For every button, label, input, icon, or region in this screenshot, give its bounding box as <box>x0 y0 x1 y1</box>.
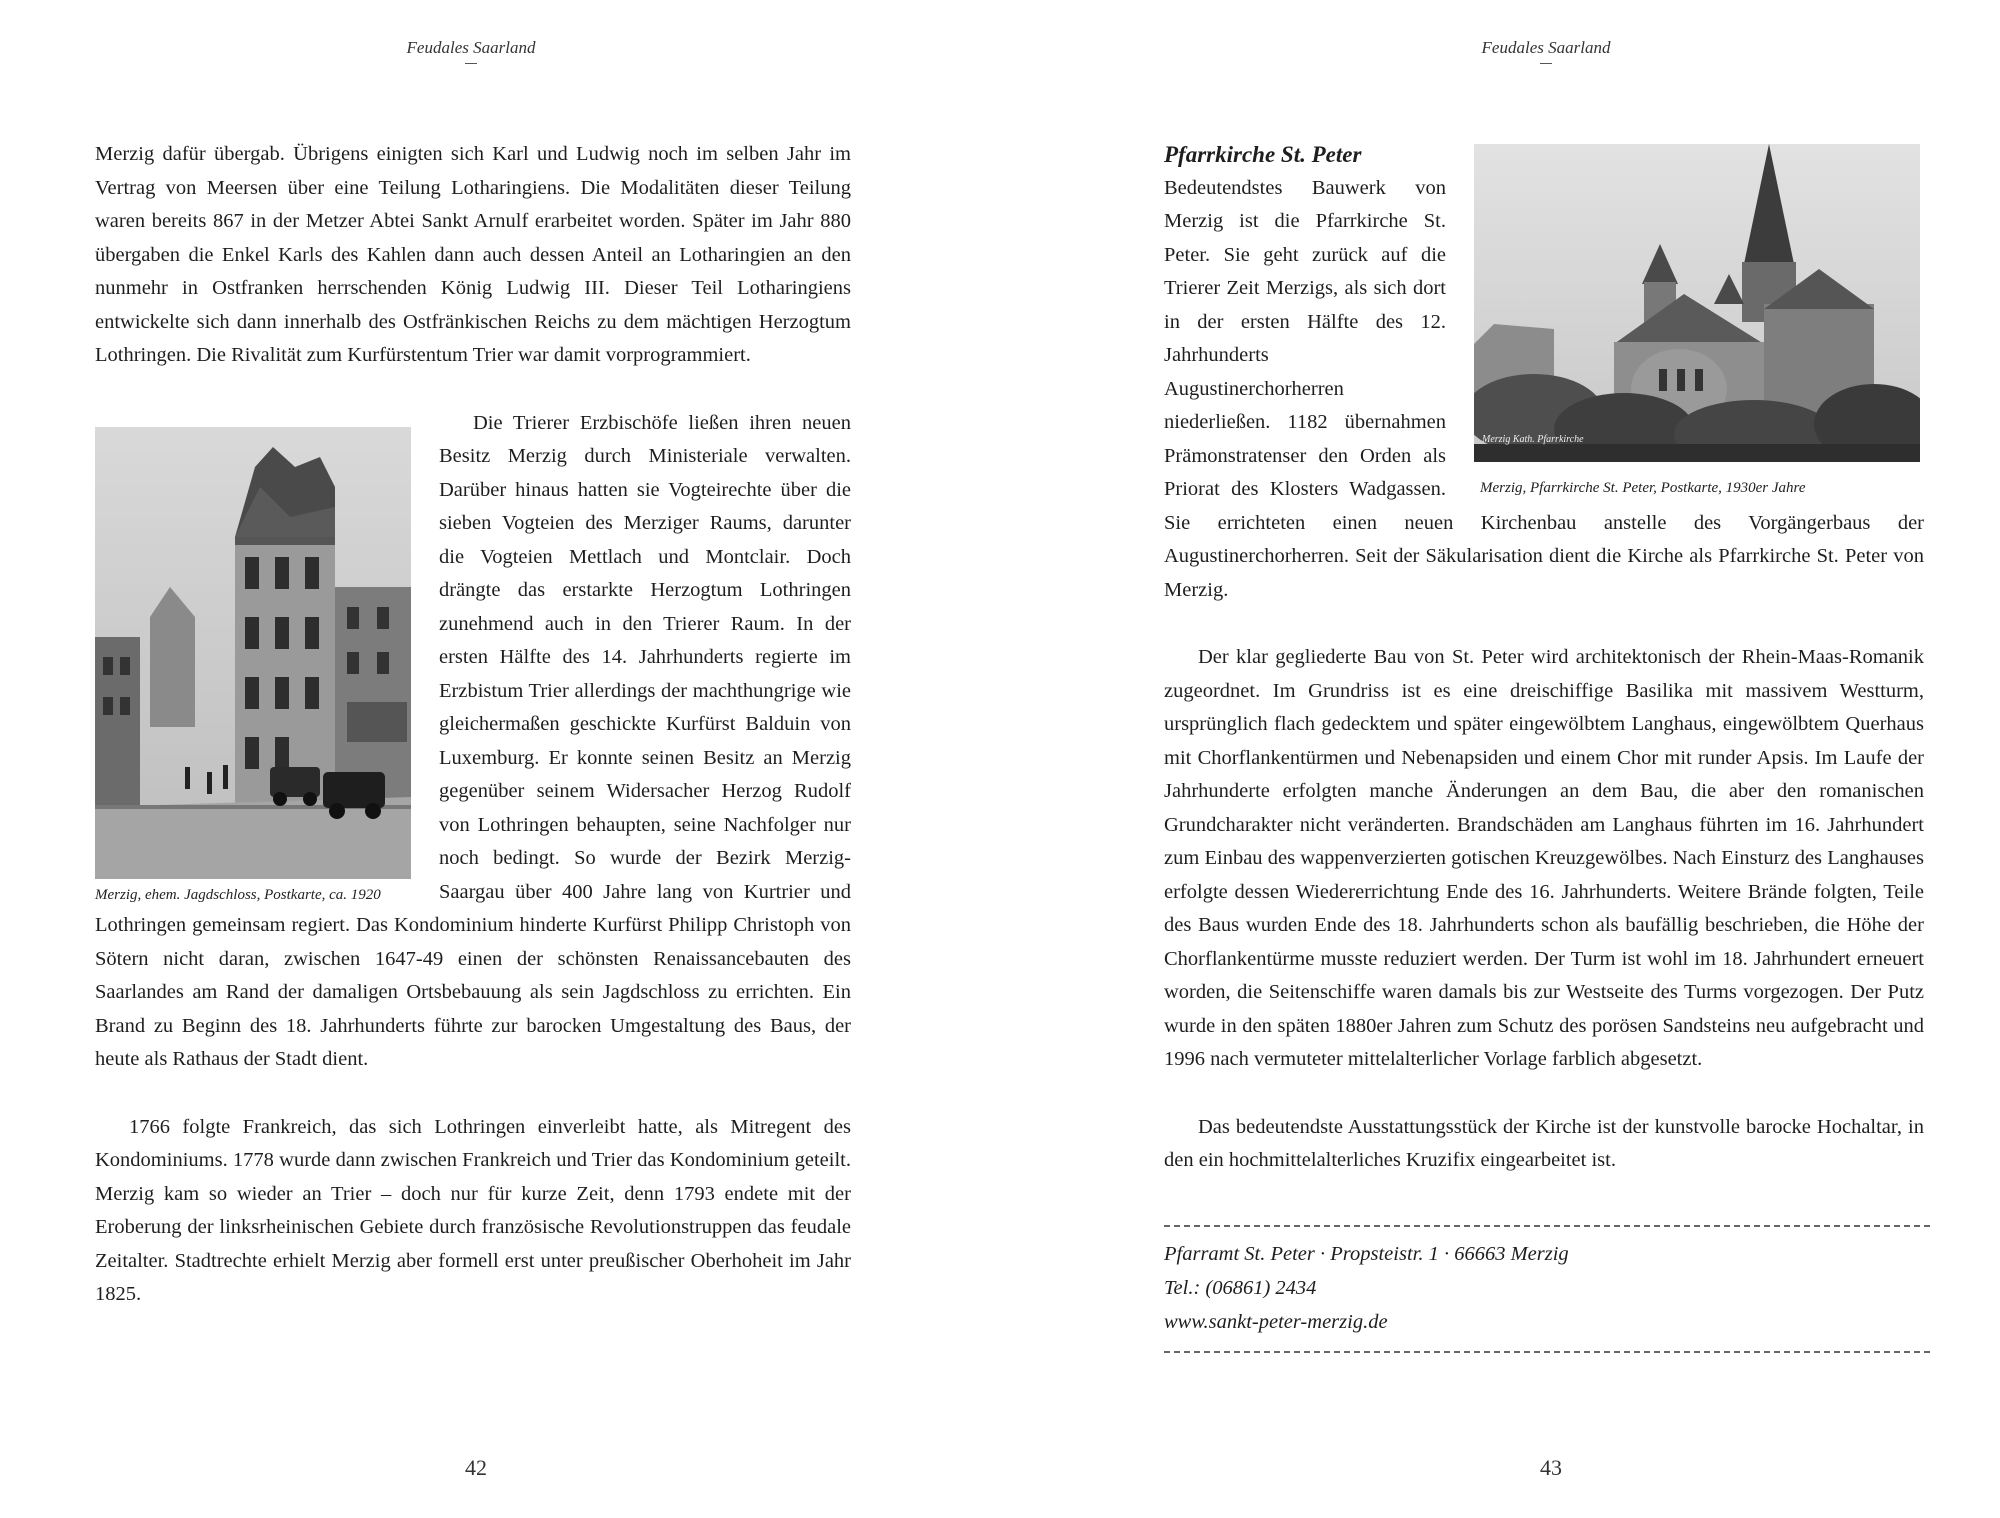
paragraph: Der klar gegliederte Bau von St. Peter wird architektonisch der Rhein-Maas-Romanik zugeordnet. Im Grundriss ist es eine dreischiffige Basilika mit massivem Westturm, ursprünglich flach gedecktem und später eingewölbtem Langhaus, eingewölbtem Querhaus mit Chorflankentürmen und Nebenapsiden und einem Chor mit runder Apsis. Im Laufe der Jahrhunderte erfolgten manche Änderungen an dem Bau, die aber den romanischen Grundcharakter nicht veränderten. Brandschäden am Langhaus führten im 16. Jahrhundert zum Einbau des wappenverzierten gotischen Kreuzgewölbes. Nach Einsturz des Langhauses erfolgte dessen Wiedererrichtung Ende des 16. Jahrhunderts. Weitere Brände folgten, Teile des Baus wurden Ende des 18. Jahrhunderts schon als baufällig beschrieben, die Höhe der Chorflankentürme musste reduziert werden. Der Turm ist wohl im 18. Jahrhundert erneuert worden, die Seitenschiffe waren damals bis zur Westseite des Turms vorgezogen. Der Putz wurde in den späten 1880er Jahren zum Schutz des porösen Sandsteins neu aufgebracht und 1996 nach vermuteter mittelalterlicher Vorlage farblich abgesetzt. <box>1164 646 1924 1070</box>
paragraph: 1766 folgte Frankreich, das sich Lothringen einverleibt hatte, als Mitregent des Kondominiums. 1778 wurde dann zwischen Frankreich und Trier das Kondominium geteilt. Merzig kam so wieder an Trier – doch nur für kurze Zeit, denn 1793 endete mit der Eroberung der linksrheinischen Gebiete durch französische Revolutionstruppen das feudale Zeitalter. Stadtrechte erhielt Merzig aber formell erst unter preußischer Oberhoheit im Jahr 1825. <box>95 1115 851 1305</box>
paragraph: Merzig dafür übergab. Übrigens einigten sich Karl und Ludwig noch im selben Jahr im Vertrag von Meersen über eine Teilung Lotharingiens. Die Modalitäten dieser Teilung waren bereits 867 in der Metzer Abtei Sankt Arnulf erarbeitet worden. Später im Jahr 880 übergaben die Enkel Karls des Kahlen dann auch dessen Anteil an Lotharingien an den nunmehr in Ostfranken herrschenden König Ludwig III. Dieser Teil Lotharingiens entwickelte sich dann innerhalb des Ostfränkischen Reichs zu dem mächtigen Herzogtum Lothringen. Die Rivalität zum Kurfürstentum Trier war damit vorprogrammiert. <box>95 143 851 366</box>
church-figure <box>1474 144 1924 498</box>
dashed-rule <box>1164 1351 1930 1353</box>
running-head-right <box>1396 38 1696 64</box>
paragraph: Das bedeutendste Ausstattungsstück der Kirche ist der kunstvolle barocke Hochaltar, in den ein hochmittelalterliches Kruzifix eingearbeitet ist. <box>1164 1115 1924 1171</box>
page-number-right: 43 <box>1540 1455 1562 1480</box>
section-heading: Pfarrkirche St. Peter <box>1164 142 1362 167</box>
right-page <box>1000 0 2000 1518</box>
paragraph: Die Trierer Erzbischöfe ließen ihren neuen Besitz Merzig durch Ministeriale verwalten. Darüber hinaus hatten sie Vogteirechte über die sieben Vogteien des Merziger Raums, darunter die Vogteien Mettlach und Montclair. Doch drängte das erstarkte Herzogtum Lothringen zunehmend auch in den Trierer Raum. In der ersten Hälfte des 14. Jahrhunderts regierte im Erzbistum Trier allerdings der machthungrige wie gleichermaßen geschickte Kurfürst Balduin von Luxemburg. Er konnte seinen Besitz an Merzig gegenüber seinem Widersacher Herzog Rudolf von Lothringen behaupten, seine Nachfolger nur noch bedingt. So wurde der Bezirk Merzig-Saargau über 400 Jahre lang von Kurtrier und Lothringen gemeinsam regiert. Das Kondominium hinderte Kurfürst Philipp Christoph von Sötern nicht daran, zwischen 1647-49 einen der schönsten Renaissancebauten des Saarlandes am Rand der damaligen Ortsbebauung als sein Jagdschloss zu errichten. Ein Brand zu Beginn des 18. Jahrhunderts führte zur barocken Umgestaltung des Baus, der heute als Rathaus der Stadt dient. <box>95 411 851 1070</box>
right-body-text <box>1164 138 1924 1178</box>
running-head-dash <box>465 63 477 64</box>
jagdschloss-photo <box>95 427 411 879</box>
running-head-text: Feudales Saarland <box>1481 38 1611 57</box>
postcard-label: Merzig Kath. Pfarrkirche <box>1482 434 1584 445</box>
running-head-left <box>321 38 621 64</box>
page-number-left: 42 <box>465 1455 487 1480</box>
paragraph: Bedeutendstes Bauwerk von Merzig ist die Pfarrkirche St. Peter. Sie geht zurück auf die Trierer Zeit Merzigs, als sich dort in der ersten Hälfte des 12. Jahrhunderts Augustinerchorherren niederließen. 1182 übernahmen Prämonstratenser den Orden als Priorat des Klosters Wadgassen. Sie errichteten einen neuen Kirchenbau anstelle des Vorgängerbaus der Augustinerchorherren. Seit der Säkularisation dient die Kirche als Pfarrkirche St. Peter von Merzig. <box>1164 176 1924 601</box>
church-caption: Merzig, Pfarrkirche St. Peter, Postkarte, 1930er Jahre <box>1480 480 1806 496</box>
church-photo <box>1474 144 1920 462</box>
contact-phone: Tel.: (06861) 2434 <box>1164 1277 1317 1299</box>
jagdschloss-figure <box>95 407 425 905</box>
contact-address: Pfarramt St. Peter · Propsteistr. 1 · 66663 Merzig <box>1164 1243 1569 1265</box>
running-head-dash <box>1540 63 1552 64</box>
contact-website-link[interactable]: www.sankt-peter-merzig.de <box>1164 1311 1388 1333</box>
contact-box <box>1164 1225 1930 1353</box>
running-head-text: Feudales Saarland <box>406 38 536 57</box>
jagdschloss-caption: Merzig, ehem. Jagdschloss, Postkarte, ca. 1920 <box>95 886 381 903</box>
left-body-text <box>95 138 851 1312</box>
